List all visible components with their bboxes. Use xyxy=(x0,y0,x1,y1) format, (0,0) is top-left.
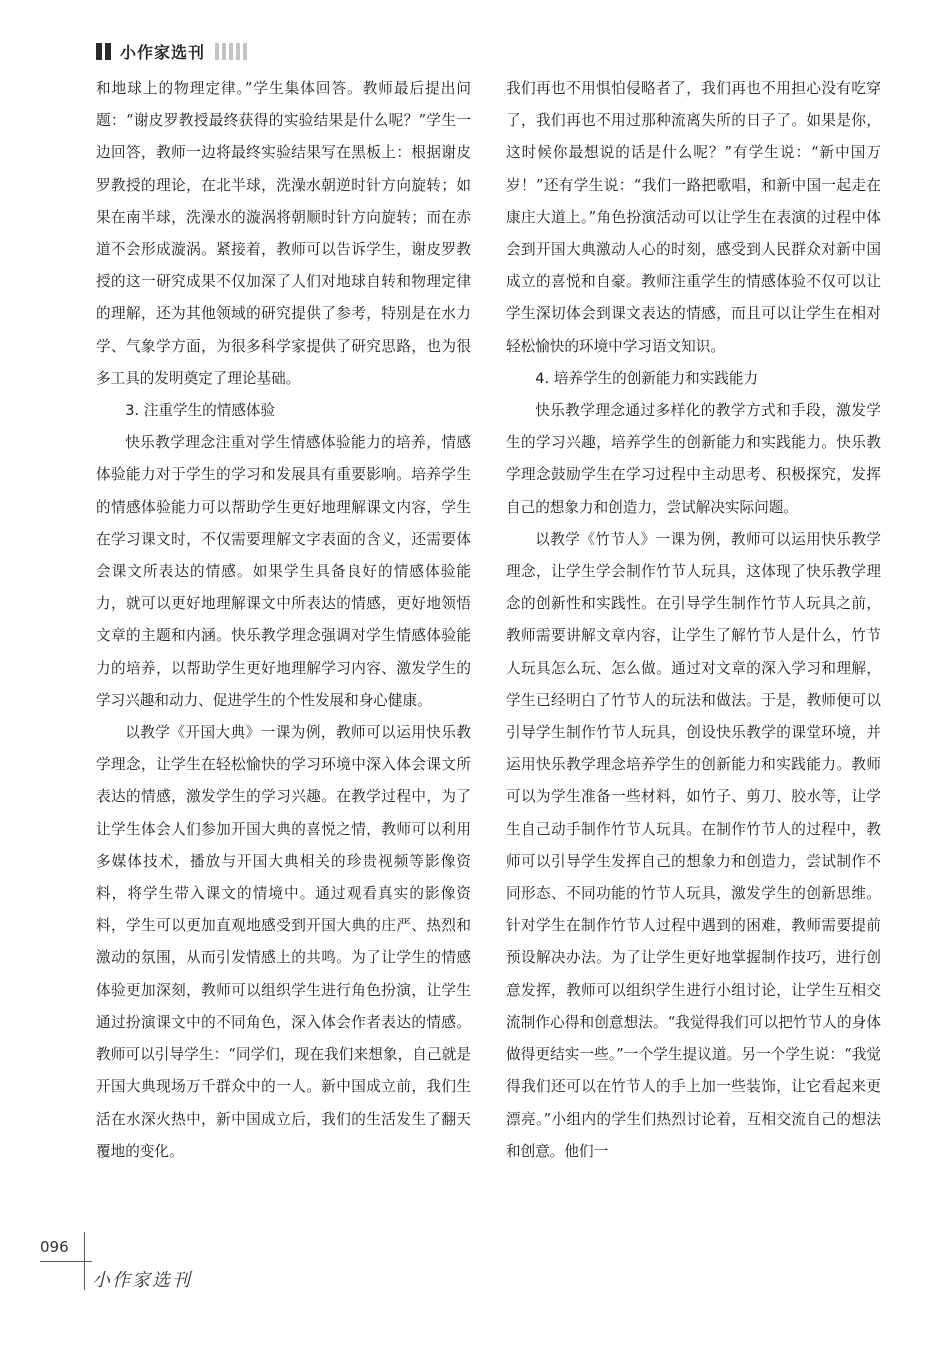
header-bar-icon xyxy=(243,43,247,60)
paragraph: 快乐教学理念注重对学生情感体验能力的培养，情感体验能力对于学生的学习和发展具有重要影响。培养学生的情感体验能力可以帮助学生更好地理解课文内容，学生在学习课文时，不仅需要理解文字表面的含义，还需要体会课文所表达的情感。如果学生具备良好的情感体验能力，就可以更好地理解课文中所表达的情感，更好地领悟文章的主题和内涵。快乐教学理念强调对学生情感体验能力的培养，以帮助学生更好地理解学习内容、激发学生的学习兴趣和动力、促进学生的个性发展和身心健康。 xyxy=(96,434,471,709)
footer-rule xyxy=(84,1232,85,1290)
page-number: 096 xyxy=(40,1238,69,1256)
section-heading: 3. 注重学生的情感体验 xyxy=(125,402,276,420)
paragraph: 和地球上的物理定律。”学生集体回答。教师最后提出问题：“谢皮罗教授最终获得的实验结果是什么呢？”学生一边回答，教师一边将最终实验结果写在黑板上：根据谢皮罗教授的理论，在北半球，洗澡水朝逆时针方向旋转；如果在南半球，洗澡水的漩涡将朝顺时针方向旋转；而在赤道不会形成漩涡。紧接着，教师可以告诉学生，谢皮罗教授的这一研究成果不仅加深了人们对地球自转和物理定律的理解，还为其他领域的研究提供了参考，特别是在水力学、气象学方面，为很多科学家提供了研究思路，也为很多工具的发明奠定了理论基础。 xyxy=(96,80,471,387)
paragraph: 我们再也不用惧怕侵略者了，我们再也不用担心没有吃穿了，我们再也不用过那种流离失所的日子了。如果是你，这时候你最想说的话是什么呢？”有学生说：“新中国万岁！”还有学生说：“我们一路把歌唱，和新中国一起走在康庄大道上。”角色扮演活动可以让学生在表演的过程中体会到开国大典激动人心的时刻，感受到人民群众对新中国成立的喜悦和自豪。教师注重学生的情感体验不仅可以让学生深切体会到课文表达的情感，而且可以让学生在相对轻松愉快的环境中学习语文知识。 xyxy=(506,80,881,355)
right-column xyxy=(506,73,881,1168)
left-column xyxy=(96,73,471,1168)
header-bar-icon xyxy=(236,43,240,60)
header-bar-icon xyxy=(96,43,102,60)
section-heading: 4. 培养学生的创新能力和实践能力 xyxy=(535,369,759,387)
footer-logo: 小作家选刊 xyxy=(92,1270,192,1291)
header-bar-icon xyxy=(105,43,111,60)
header-bar-icon xyxy=(222,43,226,60)
paragraph: 快乐教学理念通过多样化的教学方式和手段，激发学生的学习兴趣，培养学生的创新能力和实践能力。快乐教学理念鼓励学生在学习过程中主动思考、积极探究，发挥自己的想象力和创造力，尝试解决实际问题。 xyxy=(506,402,881,516)
paragraph: 以教学《竹节人》一课为例，教师可以运用快乐教学理念，让学生学会制作竹节人玩具，这体现了快乐教学理念的创新性和实践性。在引导学生制作竹节人玩具之前，教师需要讲解文章内容，让学生了解竹节人是什么，竹节人玩具怎么玩、怎么做。通过对文章的深入学习和理解，学生已经明白了竹节人的玩法和做法。于是，教师便可以引导学生制作竹节人玩具，创设快乐教学的课堂环境，并运用快乐教学理念培养学生的创新能力和实践能力。教师可以为学生准备一些材料，如竹子、剪刀、胶水等，让学生自己动手制作竹节人玩具。在制作竹节人的过程中，教师可以引导学生发挥自己的想象力和创造力，尝试制作不同形态、不同功能的竹节人玩具，激发学生的创新思维。针对学生在制作竹节人过程中遇到的困难，教师需要提前预设解决办法。为了让学生更好地掌握制作技巧，进行创意发挥，教师可以组织学生进行小组讨论，让学生互相交流制作心得和创意想法。“我觉得我们可以把竹节人的身体做得更结实一些。”一个学生提议道。另一个学生说：“我觉得我们还可以在竹节人的手上加一些装饰，让它看起来更漂亮。”小组内的学生们热烈讨论着，互相交流自己的想法和创意。他们一 xyxy=(506,530,881,1160)
running-header xyxy=(96,38,250,64)
paragraph: 以教学《开国大典》一课为例，教师可以运用快乐教学理念，让学生在轻松愉快的学习环境中深入体会课文所表达的情感，激发学生的学习兴趣。在教学过程中，为了让学生体会人们参加开国大典的喜悦之情，教师可以利用多媒体技术，播放与开国大典相关的珍贵视频等影像资料，将学生带入课文的情境中。通过观看真实的影像资料，学生可以更加直观地感受到开国大典的庄严、热烈和激动的氛围，从而引发情感上的共鸣。为了让学生的情感体验更加深刻，教师可以组织学生进行角色扮演，让学生通过扮演课文中的不同角色，深入体会作者表达的情感。教师可以引导学生：“同学们，现在我们来想象，自己就是开国大典现场万千群众中的一人。新中国成立前，我们生活在水深火热中，新中国成立后，我们的生活发生了翻天覆地的变化。 xyxy=(96,724,471,1160)
journal-title: 小作家选刊 xyxy=(120,42,206,62)
header-bar-icon xyxy=(229,43,233,60)
header-bar-icon xyxy=(215,43,219,60)
